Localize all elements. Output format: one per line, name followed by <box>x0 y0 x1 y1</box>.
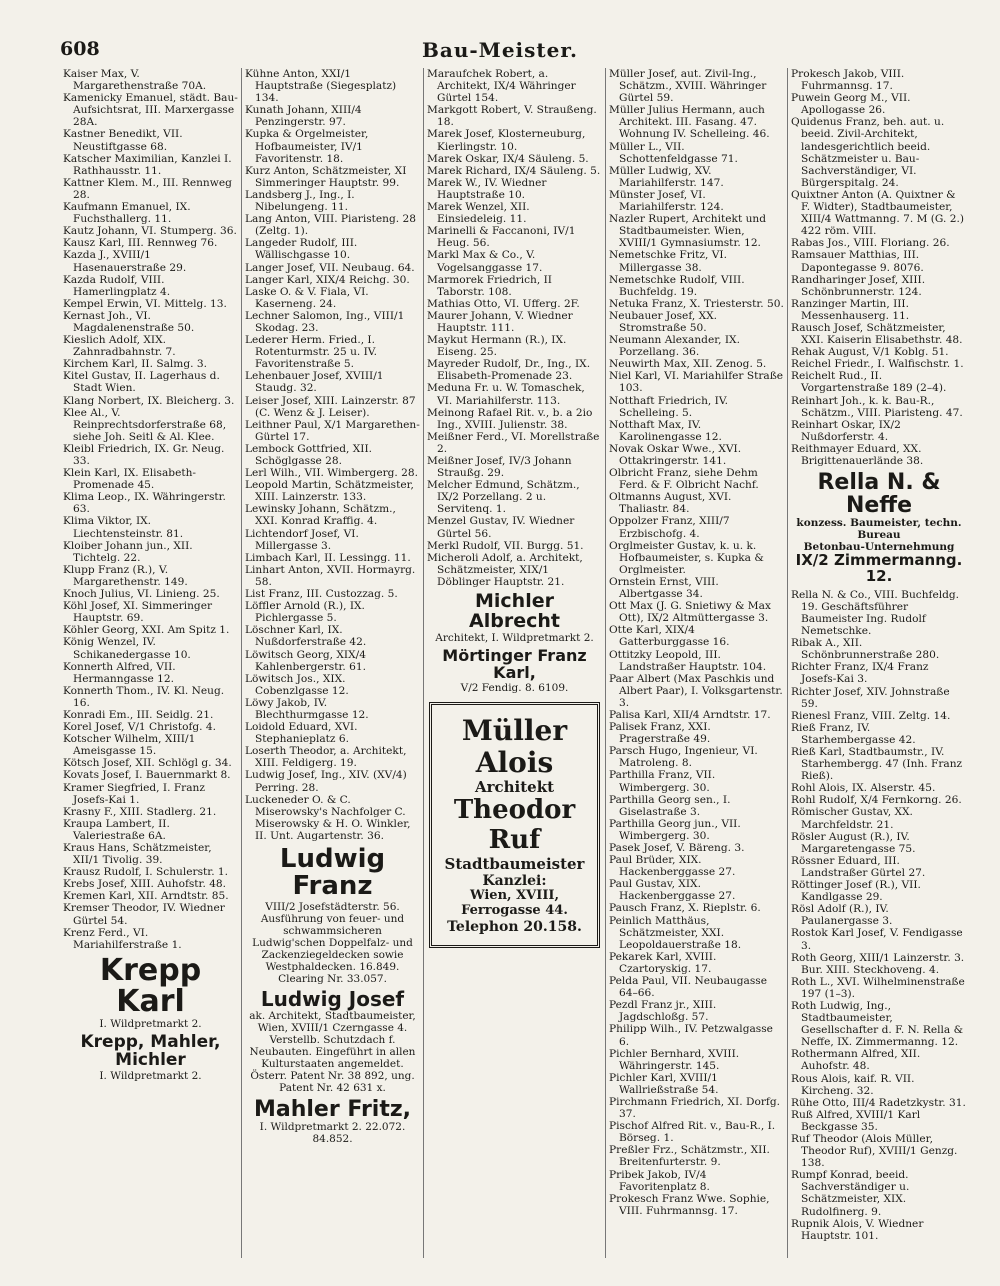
directory-entry: Peinlich Matthäus, Schätzmeister, XXI. Leopoldauerstraße 18. <box>609 914 742 951</box>
ad-title: Ludwig Josef <box>260 986 405 1011</box>
ad-line: Stadtbaumeister <box>444 854 585 873</box>
directory-entry: Prokesch Franz Wwe. Sophie, VIII. Fuhrmannsg. 17. <box>609 1192 770 1217</box>
directory-entry: Orglmeister Gustav, k. u. k. Hofbaumeister, s. Kupka & Orglmeister. <box>609 539 764 576</box>
directory-entry: Nazler Rupert, Architekt und Stadtbaumeister. Wien, XVIII/1 Gymnasiumstr. 12. <box>609 213 767 250</box>
directory-entry: Paul Brüder, XIX. Hackenberggasse 27. <box>609 854 736 879</box>
directory-entry: Pezdl Franz jr., XIII. Jagdschloßg. 57. <box>609 999 717 1024</box>
directory-entry: Parthilla Georg jun., VII. Wimbergerg. 30. <box>609 817 741 842</box>
directory-entry: Leopold Martin, Schätzmeister, XIII. Lainzerstr. 133. <box>245 479 414 504</box>
directory-entry: Lembock Gottfried, XII. Schöglgasse 28. <box>245 442 373 467</box>
ad-title: Krepp, Mahler, Michler <box>80 1031 221 1070</box>
ad-title: Rella N. & Neffe <box>817 470 941 519</box>
directory-entry: Quidenus Franz, beh. aut. u. beeid. Zivil-Architekt, landesgerichtlich beeid. Schätzmeister u. Bau-Sachverständiger, VI. Bürgerspitalg. 24. <box>791 116 945 189</box>
directory-entry: Kaiser Max, V. Margarethenstraße 70A. <box>63 68 207 93</box>
ad-line: Kanzlei: <box>482 873 547 890</box>
directory-entry: Netuka Franz, X. Triesterstr. 50. <box>609 297 784 310</box>
directory-entry: Löschner Karl, IX. Nußdorferstraße 42. <box>245 624 367 649</box>
directory-entry: Marek Richard, IX/4 Säuleng. 5. <box>427 164 601 177</box>
directory-entry: Meißner Josef, IV/3 Johann Straußg. 29. <box>427 455 572 480</box>
directory-entry: Pasek Josef, V. Bäreng. 3. <box>609 842 745 854</box>
directory-entry: Limbach Karl, II. Lessingg. 11. <box>245 551 411 564</box>
directory-entry: Rumpf Konrad, beeid. Sachverständiger u. Schätzmeister, XIX. Rudolfinerg. 9. <box>791 1169 910 1218</box>
ad-line: Müller Alois <box>461 713 568 779</box>
directory-entry: Meinong Rafael Rit. v., b. a 2io Ing., XVIII. Julienstr. 38. <box>427 406 593 431</box>
directory-entry: Krebs Josef, XIII. Auhofstr. 48. <box>63 878 227 891</box>
directory-entry: Reichel Friedr., I. Walfischstr. 1. <box>791 358 964 371</box>
directory-entry: Ruf Theodor (Alois Müller, Theodor Ruf), XVIII/1 Genzg. 138. <box>791 1133 958 1170</box>
directory-entry: Leiser Josef, XIII. Lainzerstr. 87 (C. Wenz & J. Leiser). <box>245 394 416 419</box>
directory-entry: Linhart Anton, XVII. Hormayrg. 58. <box>245 563 416 588</box>
ad-text: Betonbau-Unternehmung <box>803 541 955 554</box>
directory-entry: Konnerth Thom., IV. Kl. Neug. 16. <box>63 684 225 709</box>
directory-entry: Kupka & Orgelmeister, Hofbaumeister, IV/1 Favoritenstr. 18. <box>245 128 369 165</box>
directory-entry: Neumann Alexander, IX. Porzellang. 36. <box>609 334 740 359</box>
directory-entry: Loserth Theodor, a. Architekt, XIII. Feldigerg. 19. <box>245 745 407 770</box>
directory-entry: Meißner Ferd., VI. Morellstraße 2. <box>427 430 600 455</box>
directory-entry: Kremen Karl, XII. Arndtstr. 85. <box>63 890 229 903</box>
directory-entry: Luckeneder O. & C. Miserowsky's Nachfolger C. Miserowsky & H. O. Winkler, II. Unt. Augartenstr. 36. <box>245 793 411 842</box>
directory-entry: Kötsch Josef, XII. Schlögl g. 34. <box>63 757 232 770</box>
directory-entry: Merkl Rudolf, VII. Burgg. 51. <box>427 539 584 552</box>
directory-entry: Rehak August, V/1 Koblg. 51. <box>791 346 949 359</box>
ad-line: Wien, XVIII, Ferrogasse 44. <box>461 888 568 919</box>
column-2 <box>242 68 424 1258</box>
directory-entry: Otte Karl, XIX/4 Gatterburggasse 16. <box>609 624 730 649</box>
directory-entry: Kloiber Johann jun., XII. Tichtelg. 22. <box>63 539 193 564</box>
column-3 <box>424 68 606 1258</box>
directory-entry: Lechner Salomon, Ing., VIII/1 Skodag. 23. <box>245 309 405 334</box>
directory-entry: Lichtendorf Josef, VI. Millergasse 3. <box>245 527 359 552</box>
directory-entry: Nemetschke Rudolf, VIII. Buchfeldg. 19. <box>609 273 745 298</box>
directory-entry: Klima Viktor, IX. Liechtensteinstr. 81. <box>63 515 184 540</box>
directory-entry: Notthaft Friedrich, IV. Schelleing. 5. <box>609 394 728 419</box>
directory-entry: Kazda Rudolf, VIII. Hamerlingplatz 4. <box>63 273 171 298</box>
directory-entry: Paul Gustav, XIX. Hackenberggasse 27. <box>609 878 736 903</box>
ad-ludwig-franz <box>245 846 420 985</box>
directory-entry: Lewinsky Johann, Schätzm., XXI. Konrad Kraffig. 4. <box>245 503 396 528</box>
directory-entry: Ribak A., XII. Schönbrunnerstraße 280. <box>791 637 940 662</box>
directory-entry: Lerl Wilh., VII. Wimbergerg. 28. <box>245 467 419 480</box>
directory-entry: Palisa Karl, XII/4 Arndtstr. 17. <box>609 708 771 721</box>
ad-text: ak. Architekt, Stadtbaumeister, Wien, XVIII/1 Czerngasse 4. Verstellb. Schutzdach f. Neubauten. Eingeführt in allen Kulturstaaten angemeldet. Österr. Patent Nr. 38 892, ung. Patent Nr. 42 631 x. <box>249 1009 416 1094</box>
directory-entry: Kernast Joh., VI. Magdalenenstraße 50. <box>63 309 195 334</box>
directory-entry: Rupnik Alois, V. Wiedner Hauptstr. 101. <box>791 1217 924 1242</box>
column-4 <box>606 68 788 1258</box>
directory-entry: Rühe Otto, III/4 Radetzkystr. 31. <box>791 1096 966 1109</box>
directory-entry: Kitel Gustav, II. Lagerhaus d. Stadt Wien. <box>63 370 220 395</box>
directory-entry: Melcher Edmund, Schätzm., IX/2 Porzellang. 2 u. Servitenq. 1. <box>427 479 580 516</box>
directory-entry: Pichler Karl, XVIII/1 Wallrießstraße 54. <box>609 1071 719 1096</box>
directory-entry: Paar Albert (Max Paschkis und Albert Paar), I. Volksgartenstr. 3. <box>609 672 783 709</box>
directory-entry: Köhl Josef, XI. Simmeringer Hauptstr. 69. <box>63 600 213 625</box>
directory-entry: Löwitsch Georg, XIX/4 Kahlenbergerstr. 61. <box>245 648 366 673</box>
directory-entry: Rostok Karl Josef, V. Fendigasse 3. <box>791 927 963 952</box>
directory-entry: Oppolzer Franz, XIII/7 Erzbischofg. 4. <box>609 515 730 540</box>
directory-entry: Ottitzky Leopold, III. Landstraßer Hauptstr. 104. <box>609 648 767 673</box>
directory-entry: Prokesch Jakob, VIII. Fuhrmannsg. 17. <box>791 68 905 93</box>
directory-entry: Ornstein Ernst, VIII. Albertgasse 34. <box>609 575 719 601</box>
directory-entry: Müller Josef, aut. Zivil-Ing., Schätzm., XVIII. Währinger Gürtel 59. <box>609 68 767 105</box>
ad-title: Krepp Karl <box>99 952 202 1020</box>
directory-entry: Marek Josef, Klosterneuburg, Kierlingstr. 10. <box>427 128 586 153</box>
directory-entry: Rothermann Alfred, XII. Auhofstr. 48. <box>791 1048 921 1073</box>
directory-entry: Kausz Karl, III. Rennweg 76. <box>63 237 218 250</box>
ad-text: konzess. Baumeister, techn. Bureau <box>796 517 962 542</box>
directory-entry: List Franz, III. Custozzag. 5. <box>245 588 398 601</box>
directory-entry: Lang Anton, VIII. Piaristeng. 28 (Zeltg. 1). <box>245 213 416 238</box>
directory-entry: Kamenicky Emanuel, städt. Bau-Aufsichtsrat, III. Marxergasse 28A. <box>63 92 238 129</box>
directory-entry: Maurer Johann, V. Wiedner Hauptstr. 111. <box>427 309 573 334</box>
directory-entry: Röttinger Josef (R.), VII. Kandlgasse 29. <box>791 879 921 904</box>
directory-entry: Kastner Benedikt, VII. Neustiftgasse 68. <box>63 128 183 153</box>
directory-entry: Preßler Frz., Schätzmstr., XII. Breitenfurterstr. 9. <box>609 1144 770 1169</box>
directory-entry: Pekarek Karl, XVIII. Czartoryskig. 17. <box>609 950 717 975</box>
directory-entry: Roth Ludwig, Ing., Stadtbaumeister, Gesellschafter d. F. N. Rella & Neffe, IX. Zimmermanng. 12. <box>791 999 964 1049</box>
ad-text: I. Wildpretmarkt 2. 22.072. 84.852. <box>259 1120 406 1145</box>
ad-text: Architekt, I. Wildpretmarkt 2. <box>435 631 594 644</box>
directory-entry: Neuwirth Max, XII. Zenog. 5. <box>609 358 767 371</box>
directory-entry: Leithner Paul, X/1 Margarethen-Gürtel 17. <box>245 418 420 443</box>
directory-entry: Mathias Otto, VI. Ufferg. 2F. <box>427 297 580 310</box>
directory-columns <box>60 68 970 1258</box>
directory-entry: Rieß Karl, Stadtbaumstr., IV. Starhembergg. 47 (Inh. Franz Rieß). <box>791 746 963 783</box>
directory-entry: Kovats Josef, I. Bauernmarkt 8. <box>63 769 231 782</box>
directory-entry: Lehenbauer Josef, XVIII/1 Staudg. 32. <box>245 370 384 395</box>
ad-michler-albrecht <box>427 592 602 644</box>
ad-ludwig-josef <box>245 986 420 1094</box>
directory-entry: Palisek Franz, XXI. Pragerstraße 49. <box>609 721 711 746</box>
column-5 <box>788 68 970 1258</box>
directory-entry: Philipp Wilh., IV. Petzwalgasse 6. <box>609 1023 773 1048</box>
entry-list <box>427 68 602 588</box>
ad-text: I. Wildpretmarkt 2. <box>99 1017 202 1030</box>
directory-entry: Kotscher Wilhelm, XIII/1 Ameisgasse 15. <box>63 733 196 758</box>
ad-moertinger <box>427 645 602 694</box>
directory-entry: Lederer Herm. Fried., I. Rotenturmstr. 25 u. IV. Favoritenstraße 5. <box>245 334 377 371</box>
directory-entry: Ott Max (J. G. Snietiwy & Max Ott), IX/2 Altmüttergasse 3. <box>609 600 771 625</box>
directory-entry: Krasny F., XIII. Stadlerg. 21. <box>63 805 217 818</box>
entry-list <box>245 68 420 842</box>
entry-list <box>609 68 784 1217</box>
directory-entry: Kurz Anton, Schätzmeister, XI Simmeringer Hauptstr. 99. <box>245 164 407 189</box>
directory-entry: Novak Oskar Wwe., XVI. Ottakringerstr. 141. <box>609 442 742 467</box>
directory-entry: Pirchmann Friedrich, XI. Dorfg. 37. <box>609 1095 780 1121</box>
directory-entry: Reinhart Oskar, IX/2 Nußdorferstr. 4. <box>791 418 901 443</box>
directory-entry: Menzel Gustav, IV. Wiedner Gürtel 56. <box>427 515 575 540</box>
directory-entry: Münster Josef, VI. Mariahilferstr. 124. <box>609 188 724 214</box>
directory-entry: Rohl Rudolf, X/4 Fernkorng. 26. <box>791 794 962 807</box>
directory-entry: Kaufmann Emanuel, IX. Fuchsthallerg. 11. <box>63 201 191 226</box>
directory-entry: Parthilla Franz, VII. Wimbergerg. 30. <box>609 769 716 794</box>
directory-entry: Landsberg J., Ing., I. Nibelungeng. 11. <box>245 188 355 214</box>
ad-box-mueller-ruf <box>429 702 600 949</box>
directory-entry: Rohl Alois, IX. Alserstr. 45. <box>791 782 936 795</box>
directory-entry: Oltmanns August, XVI. Thaliastr. 84. <box>609 491 732 516</box>
directory-entry: Pausch Franz, X. Rieplstr. 6. <box>609 902 761 915</box>
directory-entry: Pichler Bernhard, XVIII. Währingerstr. 145. <box>609 1047 740 1072</box>
directory-entry: Klein Karl, IX. Elisabeth-Promenade 45. <box>63 467 197 492</box>
directory-entry: Rabas Jos., VIII. Floriang. 26. <box>791 237 950 250</box>
directory-entry: Klupp Franz (R.), V. Margarethenstr. 149. <box>63 563 188 588</box>
directory-entry: Olbricht Franz, siehe Dehm Ferd. & F. Olbricht Nachf. <box>609 467 759 492</box>
directory-entry: Marinelli & Faccanoni, IV/1 Heug. 56. <box>427 225 576 250</box>
directory-entry: Klima Leop., IX. Währingerstr. 63. <box>63 491 226 516</box>
directory-entry: Marek W., IV. Wiedner Hauptstraße 10. <box>427 176 547 201</box>
directory-entry: Reithmayer Eduard, XX. Brigittenauerlände 38. <box>791 442 924 467</box>
directory-entry: Marek Wenzel, XII. Einsiedeleig. 11. <box>427 201 530 226</box>
directory-entry: Meduna Fr. u. W. Tomaschek, VI. Mariahilferstr. 113. <box>427 382 585 407</box>
directory-entry: Richter Franz, IX/4 Franz Josefs-Kai 3. <box>791 661 929 686</box>
directory-entry: Müller Ludwig, XV. Mariahilferstr. 147. <box>609 164 724 189</box>
directory-entry: Kraupa Lambert, II. Valeriestraße 6A. <box>63 817 170 842</box>
directory-entry: Löwitsch Jos., XIX. Cobenzlgasse 12. <box>245 672 349 697</box>
directory-entry: Niel Karl, VI. Mariahilfer Straße 103. <box>609 370 784 395</box>
directory-entry: Kattner Klem. M., III. Rennweg 28. <box>63 176 232 201</box>
directory-entry: Konnerth Alfred, VII. Hermanngasse 12. <box>63 660 176 685</box>
entry-list <box>791 589 967 1242</box>
directory-entry: Ramsauer Matthias, III. Dapontegasse 9. 8076. <box>791 249 924 274</box>
directory-entry: Parthilla Georg sen., I. Giselastraße 3. <box>609 793 731 818</box>
directory-entry: Roth Georg, XIII/1 Lainzerstr. 3. Bur. XIII. Steckhoveng. 4. <box>791 951 965 976</box>
directory-entry: Langeder Rudolf, III. Wällischgasse 10. <box>245 237 358 262</box>
column-1 <box>60 68 242 1258</box>
directory-entry: Maykut Hermann (R.), IX. Eiseng. 25. <box>427 334 567 359</box>
directory-entry: Notthaft Max, IV. Karolinengasse 12. <box>609 418 722 443</box>
directory-entry: Korel Josef, V/1 Christofg. 4. <box>63 721 217 734</box>
directory-entry: Kremser Theodor, IV. Wiedner Gürtel 54. <box>63 902 225 927</box>
ad-line: Architekt <box>474 777 555 796</box>
directory-entry: Randharinger Josef, XIII. Schönbrunnerstr. 124. <box>791 273 926 298</box>
directory-entry: Rausch Josef, Schätzmeister, XXI. Kaiserin Elisabethstr. 48. <box>791 321 963 347</box>
ad-mahler-fritz <box>245 1098 420 1145</box>
directory-entry: Micheroli Adolf, a. Architekt, Schätzmeister, XIX/1 Döblinger Hauptstr. 21. <box>427 551 583 588</box>
directory-entry: Langer Karl, XIX/4 Reichg. 30. <box>245 273 410 286</box>
ad-title: Mörtinger Franz Karl, <box>442 645 587 682</box>
directory-entry: Kunath Johann, XIII/4 Penzingerstr. 97. <box>245 104 362 129</box>
directory-entry: Pribek Jakob, IV/4 Favoritenplatz 8. <box>609 1168 710 1193</box>
directory-entry: Kleibl Friedrich, IX. Gr. Neug. 33. <box>63 442 225 467</box>
directory-entry: Rösler August (R.), IV. Margaretengasse 75. <box>791 830 916 855</box>
page-title: Bau-Meister. <box>421 38 579 62</box>
directory-entry: Krenz Ferd., VI. Mariahilferstraße 1. <box>63 926 182 951</box>
directory-entry: Kraus Hans, Schätzmeister, XII/1 Tivolig. 39. <box>63 842 212 867</box>
ad-krepp-karl <box>63 952 238 1030</box>
directory-entry: Rella N. & Co., VIII. Buchfeldg. 19. Geschäftsführer Baumeister Ing. Rudolf Nemetschke. <box>791 588 960 638</box>
directory-entry: Rieß Franz, IV. Starhembergasse 42. <box>791 721 916 746</box>
ad-line: Telephon 20.158. <box>447 919 582 936</box>
directory-entry: Reinhart Joh., k. k. Bau-R., Schätzm., VIII. Piaristeng. 47. <box>791 394 963 419</box>
ad-address: IX/2 Zimmermanng. 12. <box>795 551 963 586</box>
directory-entry: Marmorek Friedrich, II Taborstr. 108. <box>427 273 552 298</box>
directory-entry: Kazda J., XVIII/1 Hasenauerstraße 29. <box>63 249 187 274</box>
directory-entry: Maraufchek Robert, a. Architekt, IX/4 Währinger Gürtel 154. <box>427 68 576 105</box>
entry-list <box>63 68 238 951</box>
directory-entry: Rienesl Franz, VIII. Zeltg. 14. <box>791 709 951 722</box>
directory-entry: Kramer Siegfried, I. Franz Josefs-Kai 1. <box>63 781 205 806</box>
directory-entry: Parsch Hugo, Ingenieur, VI. Matroleng. 8. <box>609 745 758 770</box>
ad-title: Mahler Fritz, <box>253 1096 412 1122</box>
directory-entry: Knoch Julius, VI. Linieng. 25. <box>63 588 220 601</box>
ad-text: V/2 Fendig. 8. 6109. <box>460 681 569 694</box>
directory-entry: Laske O. & V. Fiala, VI. Kaserneng. 24. <box>245 285 369 310</box>
directory-entry: Ruß Alfred, XVIII/1 Karl Beckgasse 35. <box>791 1108 921 1133</box>
ad-text: VIII/2 Josefstädterstr. 56. Ausführung von feuer- und schwammsicheren Ludwig'schen Doppelfalz- und Zackenziegeldecken sowie Westphaldecken. 16.849. Clearing Nr. 33.057. <box>252 900 413 985</box>
directory-entry: Rössner Eduard, III. Landstraßer Gürtel 27. <box>791 854 926 879</box>
directory-entry: Roth L., XVI. Wilhelminenstraße 197 (1–3). <box>791 975 965 1000</box>
directory-entry: Konradi Em., III. Seidlg. 21. <box>63 708 214 721</box>
directory-entry: Markgott Robert, V. Straußeng. 18. <box>427 104 597 129</box>
directory-entry: Reichelt Rud., II. Vorgartenstraße 189 (2–4). <box>791 370 947 395</box>
directory-entry: König Wenzel, IV. Schikanedergasse 10. <box>63 636 191 661</box>
directory-entry: Römischer Gustav, XX. Marchfeldstr. 21. <box>791 806 913 831</box>
ad-title: Michler Albrecht <box>469 590 560 632</box>
directory-entry: Markl Max & Co., V. Vogelsanggasse 17. <box>427 249 543 274</box>
ad-text: I. Wildpretmarkt 2. <box>99 1069 202 1082</box>
directory-entry: Kautz Johann, VI. Stumperg. 36. <box>63 225 237 238</box>
directory-entry: Köhler Georg, XXI. Am Spitz 1. <box>63 624 230 637</box>
directory-entry: Pelda Paul, VII. Neubaugasse 64–66. <box>609 975 767 1000</box>
directory-entry: Klang Norbert, IX. Bleicherg. 3. <box>63 394 235 407</box>
ad-title: Ludwig Franz <box>279 844 386 902</box>
directory-entry: Ludwig Josef, Ing., XIV. (XV/4) Perring. 28. <box>245 769 407 794</box>
directory-entry: Kempel Erwin, VI. Mittelg. 13. <box>63 297 227 310</box>
directory-entry: Ranzinger Martin, III. Messenhauserg. 11. <box>791 297 910 322</box>
ad-line: Theodor Ruf <box>453 795 576 856</box>
ad-rella-neffe <box>791 471 967 585</box>
directory-entry: Mayreder Rudolf, Dr., Ing., IX. Elisabeth-Promenade 23. <box>427 358 591 383</box>
directory-entry: Rous Alois, kaif. R. VII. Kircheng. 32. <box>791 1072 915 1097</box>
directory-entry: Neubauer Josef, XX. Stromstraße 50. <box>609 309 718 334</box>
directory-entry: Rösl Adolf (R.), IV. Paulanergasse 3. <box>791 903 893 928</box>
ad-krepp-mahler-michler <box>63 1031 238 1082</box>
directory-entry: Kirchem Karl, II. Salmg. 3. <box>63 358 207 371</box>
directory-entry: Klee Al., V. Reinprechtsdorferstraße 68, siehe Joh. Seitl & Al. Klee. <box>63 406 227 443</box>
directory-entry: Marek Oskar, IX/4 Säuleng. 5. <box>427 152 589 165</box>
directory-entry: Katscher Maximilian, Kanzlei I. Rathhausstr. 11. <box>63 152 232 177</box>
directory-entry: Löwy Jakob, IV. Blechthurmgasse 12. <box>245 696 369 721</box>
directory-entry: Kühne Anton, XXI/1 Hauptstraße (Siegesplatz) 134. <box>245 68 397 105</box>
directory-entry: Kieslich Adolf, XIX. Zahnradbahnstr. 7. <box>63 334 176 359</box>
directory-entry: Nemetschke Fritz, VI. Millergasse 38. <box>609 249 727 274</box>
directory-entry: Quixtner Anton (A. Quixtner & F. Widter), Stadtbaumeister, XIII/4 Wattmanng. 7. M (G. 2.) 422 röm. VIII. <box>791 188 964 238</box>
page-number: 608 <box>60 38 100 60</box>
directory-entry: Pischof Alfred Rit. v., Bau-R., I. Börseg. 1. <box>609 1120 776 1145</box>
directory-entry: Müller L., VII. Schottenfeldgasse 71. <box>609 140 738 165</box>
directory-entry: Krausz Rudolf, I. Schulerstr. 1. <box>63 866 229 879</box>
directory-entry: Löffler Arnold (R.), IX. Pichlergasse 5. <box>245 600 365 625</box>
directory-entry: Puwein Georg M., VII. Apollogasse 26. <box>791 92 911 117</box>
directory-entry: Loidold Eduard, XVI. Stephanieplatz 6. <box>245 721 358 746</box>
entry-list <box>791 68 967 467</box>
directory-entry: Richter Josef, XIV. Johnstraße 59. <box>791 685 950 710</box>
directory-entry: Müller Julius Hermann, auch Architekt. III. Fasang. 47. Wohnung IV. Schelleing. 46. <box>609 104 770 141</box>
directory-entry: Langer Josef, VII. Neubaug. 64. <box>245 261 415 274</box>
